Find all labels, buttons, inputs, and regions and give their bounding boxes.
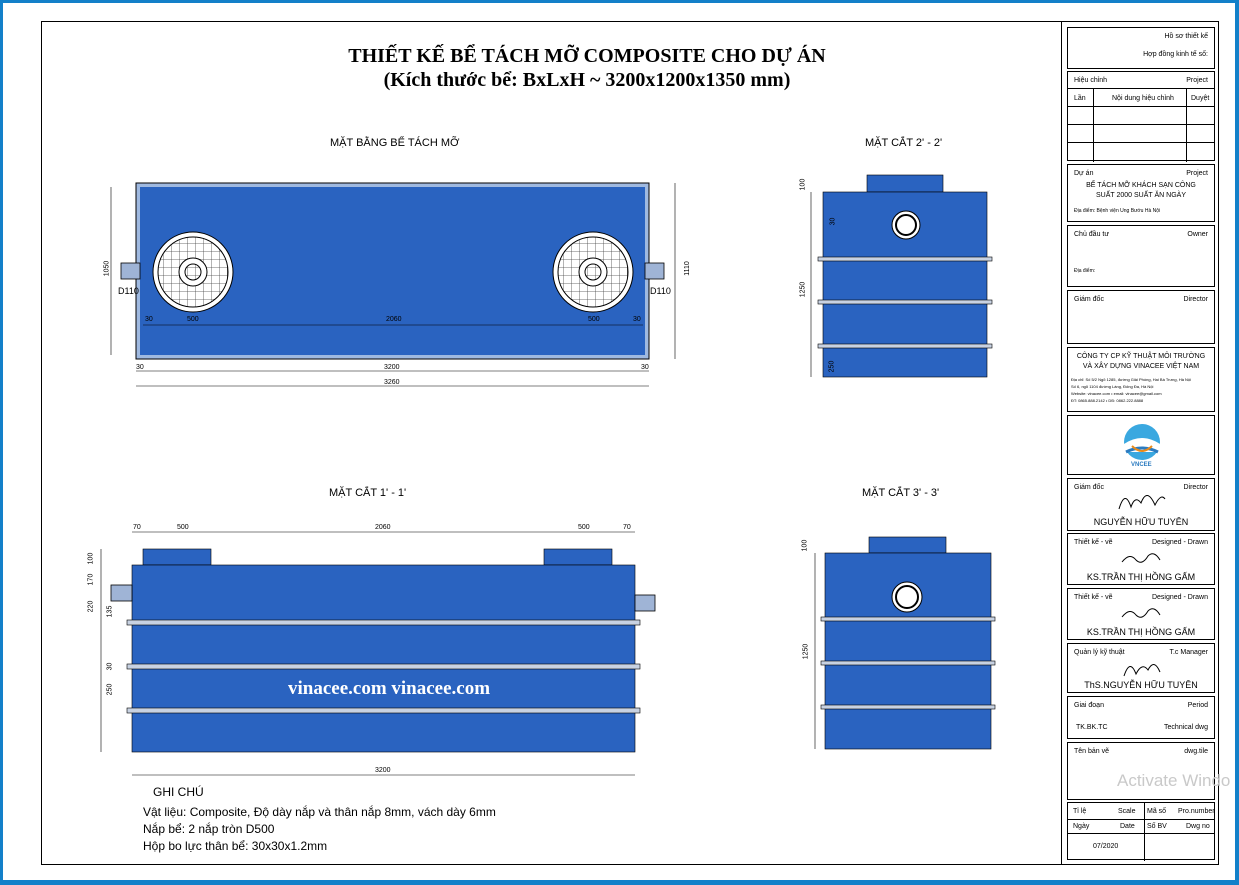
plan-view-label: MẶT BẰNG BỂ TÁCH MỠ	[330, 137, 460, 149]
tb-ma-so: Mã số	[1147, 808, 1167, 815]
dim-s1-170: 170	[87, 573, 95, 586]
drawing-title: THIẾT KẾ BỂ TÁCH MỠ COMPOSITE CHO DỰ ÁN	[348, 45, 826, 67]
dim-s2-30: 30	[829, 217, 837, 226]
section-22-label: MẶT CẮT 2' - 2'	[865, 137, 943, 149]
logo-text: VNCEE	[1131, 462, 1152, 468]
tb-name-designer1: KS.TRẦN THỊ HỒNG GẤM	[1086, 572, 1196, 582]
dim-s3-100: 100	[801, 539, 809, 552]
tb-noi-dung: Nội dung hiệu chỉnh	[1112, 95, 1174, 102]
tank-watermark: vinacee.com vinacee.com	[288, 678, 491, 699]
dim-s1-100: 100	[87, 552, 95, 565]
notes-heading: GHI CHÚ	[153, 785, 204, 799]
dim-plan-30d: 30	[641, 364, 649, 371]
dim-s1-220: 220	[87, 600, 95, 613]
tb-period	[1067, 696, 1215, 739]
tb-hop-dong: Hợp đồng kinh tế số:	[1143, 51, 1208, 58]
tb-hieu-chinh: Hiệu chỉnh	[1074, 77, 1108, 84]
tb-company	[1067, 347, 1215, 412]
tb-tk-bk-tc: TK.BK.TC	[1076, 724, 1108, 731]
tb-date-value: 07/2020	[1093, 843, 1119, 850]
dim-s1-70a: 70	[133, 524, 141, 531]
tb-ho-so: Hồ sơ thiết kế	[1164, 33, 1208, 40]
dim-plan-30c: 30	[136, 364, 144, 371]
manhole-cover-right	[553, 232, 633, 312]
tb-designer1	[1067, 533, 1215, 585]
tb-ngay: Ngày	[1073, 823, 1090, 830]
tb-tc-manager: T.c Manager	[1169, 649, 1208, 656]
tb-dossier	[1067, 27, 1215, 69]
dim-plan-3200: 3200	[384, 364, 400, 371]
tb-director1	[1067, 290, 1215, 344]
tb-name-designer2: KS.TRẦN THỊ HỒNG GẤM	[1086, 627, 1196, 637]
tb-period-label: Period	[1187, 702, 1208, 709]
section-33-label: MẶT CẮT 3' - 3'	[862, 487, 940, 499]
outlet-pipe	[645, 263, 664, 279]
tb-pro-number: Pro.number	[1178, 808, 1215, 815]
tb-designed-drawn2: Designed - Drawn	[1151, 594, 1208, 601]
tb-dia-diem2: Địa điểm:	[1074, 268, 1096, 274]
tb-revisions	[1067, 71, 1215, 161]
dim-plan-500b: 500	[588, 316, 600, 323]
dim-s1-500a: 500	[177, 524, 189, 531]
tb-ti-le: Tỉ lệ	[1073, 808, 1087, 815]
tb-owner	[1067, 225, 1215, 287]
tb-ten-ban-ve: Tên bản vẽ	[1074, 748, 1110, 755]
title-block	[1061, 21, 1220, 865]
dim-plan-30b: 30	[633, 316, 641, 323]
dim-d110-right: D110	[650, 286, 671, 296]
note-line-3: Hộp bo lực thân bể: 30x30x1.2mm	[143, 839, 328, 853]
tb-dwg-no: Dwg no	[1186, 823, 1210, 830]
tb-name-director: NGUYỄN HỮU TUYÊN	[1093, 517, 1189, 527]
tb-dwg-tile: dwg.tile	[1184, 748, 1208, 755]
tb-quan-ly: Quản lý kỹ thuật	[1074, 649, 1125, 656]
note-line-2: Nắp bể: 2 nắp tròn D500	[143, 822, 275, 836]
dim-s1-135: 135	[106, 605, 114, 618]
activate-windows-watermark: Activate Windo	[1117, 771, 1231, 790]
tb-company-1: CÔNG TY CP KỸ THUẬT MÔI TRƯỜNG	[1076, 353, 1206, 360]
tb-designer2	[1067, 588, 1215, 640]
tb-lan: Lần	[1074, 95, 1086, 102]
dim-plan-1110: 1110	[683, 261, 691, 276]
signature-designer-2	[1116, 601, 1166, 625]
dim-plan-500a: 500	[187, 316, 199, 323]
dim-s1-500b: 500	[578, 524, 590, 531]
dim-s1-3200: 3200	[375, 767, 391, 774]
tb-logo-box	[1067, 415, 1215, 475]
tb-addr-4: ĐT: 0865.888.2142 • DĐ: 0862.222.8888	[1071, 398, 1144, 403]
dim-s2-250: 250	[828, 360, 836, 373]
tb-technical-dwg: Technical dwg	[1164, 724, 1208, 731]
tb-giam-doc1: Giám đốc	[1074, 296, 1104, 303]
dim-s2-1250: 1250	[799, 281, 807, 298]
signature-manager	[1116, 654, 1166, 680]
dim-s1-2060: 2060	[375, 524, 391, 531]
tb-owner-label: Owner	[1187, 231, 1208, 238]
section-22-view	[811, 175, 992, 377]
inlet-pipe	[121, 263, 140, 279]
tb-duyet: Duyệt	[1191, 95, 1210, 102]
signature-designer-1	[1116, 546, 1166, 570]
tb-footer	[1067, 802, 1215, 860]
section-33-view	[815, 537, 995, 749]
tb-name-manager: ThS.NGUYỄN HỮU TUYÊN	[1084, 680, 1198, 690]
tb-company-2: VÀ XÂY DỰNG VINACEE VIỆT NAM	[1082, 363, 1200, 370]
tb-so-bv: Số BV	[1147, 823, 1167, 830]
tb-director2-label: Director	[1183, 484, 1208, 491]
drawing-sheet	[3, 3, 1235, 880]
section-11-tank	[132, 565, 635, 752]
tb-dia-diem: Địa điểm: Bệnh viện Ung Bướu Hà Nội	[1074, 208, 1161, 214]
tb-addr-3: Website: vinacee.com • email: vinacee@gmail.com	[1071, 391, 1162, 396]
tb-du-an: Dự án	[1074, 170, 1094, 177]
tb-giai-doan: Giai đoạn	[1074, 702, 1104, 709]
dim-d110-left: D110	[118, 286, 139, 296]
tb-addr-1: Địa chỉ: Số 5/2 Ngõ 1285, đường Giải Phóng, Hai Bà Trưng, Hà Nội	[1071, 377, 1192, 382]
tb-manager	[1067, 643, 1215, 693]
section-11-label: MẶT CẮT 1' - 1'	[329, 487, 407, 499]
dim-s2-100: 100	[799, 178, 807, 191]
signature-director	[1111, 485, 1171, 515]
dim-plan-3260: 3260	[384, 379, 400, 386]
dim-plan-2060: 2060	[386, 316, 402, 323]
tb-designed-drawn1: Designed - Drawn	[1151, 539, 1208, 546]
dim-s1-250: 250	[106, 683, 114, 696]
dim-plan-30a: 30	[145, 316, 153, 323]
tb-project2: Project	[1186, 170, 1208, 177]
dim-s1-70b: 70	[623, 524, 631, 531]
dim-plan-1050: 1050	[103, 260, 111, 277]
tb-addr-2: Số 6, ngõ 1104 đường Láng, Đống Đa, Hà Nội	[1071, 384, 1154, 389]
note-line-1: Vật liệu: Composite, Độ dày nắp và thân nắp 8mm, vách dày 6mm	[143, 805, 496, 819]
drawing-canvas	[3, 3, 1061, 880]
tb-director2	[1067, 478, 1215, 531]
tb-project-name-2: SUẤT 2000 SUẤT ĂN NGÀY	[1096, 192, 1186, 199]
section-11-view	[101, 532, 655, 775]
tb-giam-doc2: Giám đốc	[1074, 484, 1104, 491]
drawing-subtitle: (Kích thước bể: BxLxH ~ 3200x1200x1350 mm)	[383, 69, 791, 91]
dim-s3-1250: 1250	[802, 643, 810, 660]
dim-s1-30: 30	[106, 662, 114, 671]
tb-thiet-ke-ve2: Thiết kế - vẽ	[1074, 594, 1113, 601]
tb-thiet-ke-ve1: Thiết kế - vẽ	[1074, 539, 1113, 546]
plan-view	[111, 183, 675, 386]
tb-project-name-1: BỂ TÁCH MỠ KHÁCH SẠN CÔNG	[1086, 182, 1196, 189]
tb-director1-label: Director	[1183, 296, 1208, 303]
tb-project1: Project	[1186, 77, 1208, 84]
tb-chu-dau-tu: Chủ đầu tư	[1074, 231, 1110, 238]
manhole-cover-left	[153, 232, 233, 312]
tb-date: Date	[1120, 823, 1135, 830]
tb-scale: Scale	[1118, 808, 1136, 815]
tb-project	[1067, 164, 1215, 222]
